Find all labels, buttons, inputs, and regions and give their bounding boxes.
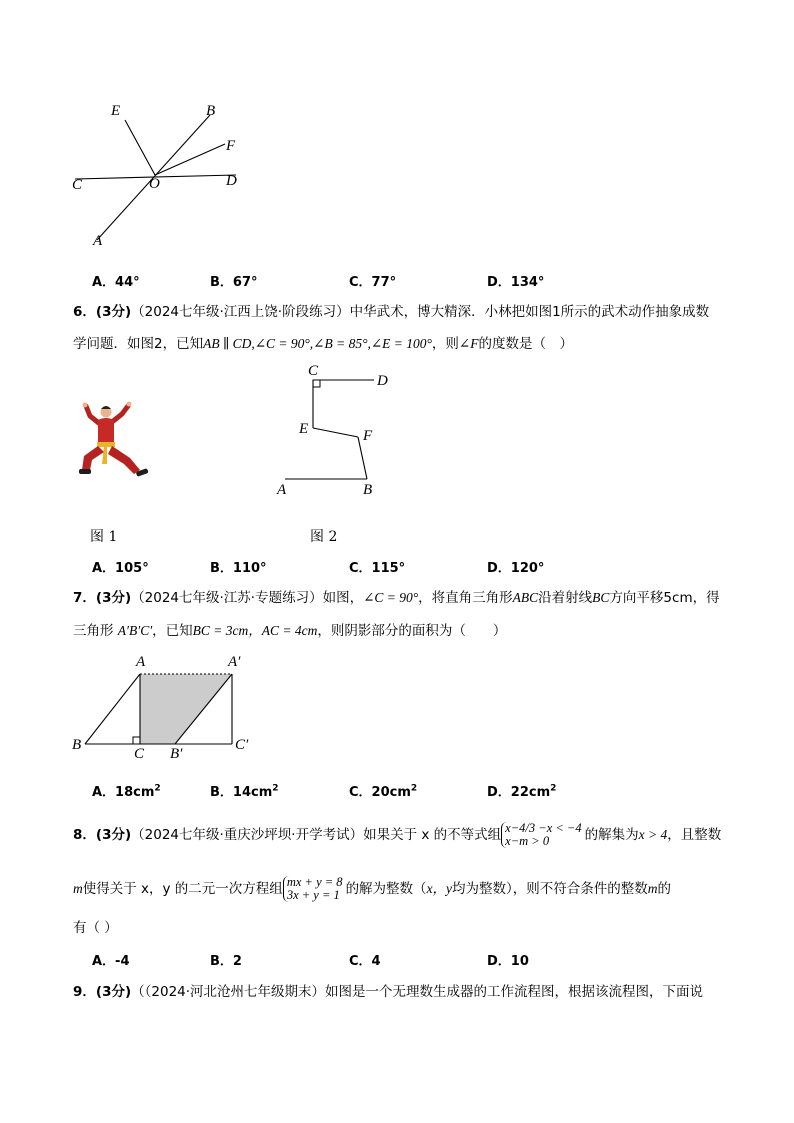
q5-option-c[interactable]: C．77° (349, 275, 397, 290)
q8-source: （2024七年级·重庆沙坪坝·开学考试） (131, 827, 364, 843)
q7-option-c-sup: 2 (410, 783, 418, 794)
q8-line-2 (73, 871, 671, 907)
q7-line-2 (73, 621, 506, 641)
q8-option-a[interactable]: A．-4 (92, 954, 130, 969)
q9-source: （（2024·河北沧州七年级期末） (131, 984, 326, 1000)
q7-label-C-prime: C′ (235, 737, 249, 753)
q7-option-d[interactable] (487, 781, 556, 800)
q7-text-2c: ，则阴影部分的面积为（ ） (317, 623, 507, 639)
q7-number: 7． (73, 590, 96, 606)
q7-option-a-text: A．18cm (92, 785, 155, 800)
q6-score: (3分) (95, 304, 132, 320)
q5-option-d[interactable]: D．134° (487, 275, 545, 290)
q7-score: (3分) (95, 590, 132, 606)
q7-option-a-sup: 2 (154, 783, 161, 794)
q8-text-1c: ，且整数 (667, 827, 722, 843)
q9-score: (3分) (95, 984, 132, 1000)
q8-text-1a: 如果关于 x 的不等式组 (363, 827, 502, 843)
q6-math-angle-f: ∠F (458, 336, 479, 351)
q8-inequality-2: x−m > 0 (505, 834, 550, 848)
q9-number: 9． (73, 984, 96, 1000)
q7-text-1c: 沿着射线 (538, 590, 593, 606)
q8-option-c[interactable]: C．4 (349, 954, 381, 969)
q8-equation-system (283, 876, 346, 902)
q8-inequality-system (501, 822, 584, 848)
q7-math-bc: BC (592, 590, 610, 605)
q7-label-A: A (136, 654, 146, 670)
q7-text-1d: 方向平移5cm，得 (609, 590, 720, 606)
q7-source: （2024七年级·江苏·专题练习） (131, 590, 323, 606)
q5-option-a[interactable]: A．44° (92, 275, 140, 290)
q7-math-angle-c: ∠C = 90° (363, 590, 419, 605)
q7-text-2b: ，已知 (152, 623, 193, 639)
q8-text-2b: 的解为整数（ (345, 881, 427, 897)
q7-option-b[interactable] (210, 781, 279, 800)
q5-label-F: F (226, 138, 236, 154)
q7-line-1 (73, 588, 720, 608)
q8-math-xy: x，y (426, 881, 453, 896)
q8-math-m2: m (647, 881, 658, 896)
q5-label-O: O (149, 176, 160, 192)
q7-option-a[interactable] (92, 781, 161, 800)
q8-text-2a: 使得关于 x，y 的二元一次方程组 (82, 881, 283, 897)
q9-text-1: 如图是一个无理数生成器的工作流程图，根据该流程图，下面说 (325, 984, 704, 1000)
q7-text-2a: 三角形 (73, 623, 118, 639)
q7-option-b-text: B．14cm (210, 785, 273, 800)
q6-number: 6． (73, 304, 96, 320)
q8-number: 8． (73, 827, 96, 843)
q8-equation-1: mx + y = 8 (286, 875, 343, 889)
q7-math-abc: ABC (512, 590, 539, 605)
q6-text-2b: ，则 (431, 336, 459, 352)
q6-line-2 (73, 334, 573, 354)
q6-text-2c: 的度数是（ ） (478, 336, 573, 352)
q5-label-C: C (72, 177, 83, 193)
q5-label-E: E (111, 103, 121, 119)
q6-text-1: 中华武术，博大精深．小林把如图1所示的武术动作抽象成数 (349, 304, 710, 320)
q8-text-2c: 均为整数），则不符合条件的整数 (452, 881, 648, 897)
q5-label-B: B (206, 103, 216, 119)
q7-option-d-text: D．22cm (487, 785, 551, 800)
q5-label-A: A (93, 233, 103, 249)
q6-math-given: AB ∥ CD,∠C = 90°,∠B = 85°,∠E = 100° (203, 336, 432, 351)
q7-label-B: B (72, 737, 82, 753)
q6-label-D: D (377, 373, 388, 389)
q6-option-d[interactable]: D．120° (487, 561, 545, 576)
q6-figure-2-caption: 图 2 (310, 529, 338, 545)
q6-option-b[interactable]: B．110° (210, 561, 267, 576)
q8-line-3 (73, 918, 118, 938)
q8-option-b[interactable]: B．2 (210, 954, 242, 969)
q7-math-lengths: BC = 3cm，AC = 4cm (192, 623, 318, 638)
q8-inequality-1: x−4/3 −x < −4 (505, 821, 582, 835)
q8-text-2d: 的 (657, 881, 672, 897)
q5-label-D: D (226, 173, 237, 189)
q7-math-triangle: A′B′C′ (117, 623, 153, 638)
q6-label-B: B (363, 482, 373, 498)
q6-line-1 (73, 302, 709, 322)
q8-score: (3分) (95, 827, 132, 843)
q6-option-c[interactable]: C．115° (349, 561, 406, 576)
q6-label-E: E (299, 421, 309, 437)
q8-equation-2: 3x + y = 1 (286, 888, 340, 902)
q7-label-C: C (134, 746, 145, 762)
q9-line-1 (73, 982, 703, 1002)
q7-text-1a: 如图， (322, 590, 364, 606)
q7-option-c-text: C．20cm (349, 785, 411, 800)
q6-label-C: C (308, 363, 319, 379)
q5-option-b[interactable]: B．67° (210, 275, 258, 290)
q8-text-1b: 的解集为 (584, 827, 639, 843)
q8-math-solution: x > 4 (638, 827, 668, 842)
q7-option-c[interactable] (349, 781, 417, 800)
q7-option-d-sup: 2 (550, 783, 557, 794)
q8-math-m: m (73, 881, 83, 896)
q7-label-B-prime: B′ (170, 746, 183, 762)
q6-label-F: F (363, 428, 373, 444)
q8-line-1 (73, 817, 721, 853)
q6-option-a[interactable]: A．105° (92, 561, 149, 576)
q6-figure-1-caption: 图 1 (90, 529, 118, 545)
q6-label-A: A (277, 482, 287, 498)
q8-text-3: 有（ ） (73, 920, 118, 936)
q7-option-b-sup: 2 (272, 783, 279, 794)
q7-figure (80, 666, 245, 751)
q8-option-d[interactable]: D．10 (487, 954, 529, 969)
q6-source: （2024七年级·江西上饶·阶段练习） (131, 304, 350, 320)
q7-text-1b: ，将直角三角形 (418, 590, 513, 606)
q5-figure (70, 100, 250, 250)
q6-text-2a: 学问题．如图2，已知 (73, 336, 204, 352)
q7-label-A-prime: A′ (228, 654, 241, 670)
martial-artist-image (76, 398, 152, 482)
